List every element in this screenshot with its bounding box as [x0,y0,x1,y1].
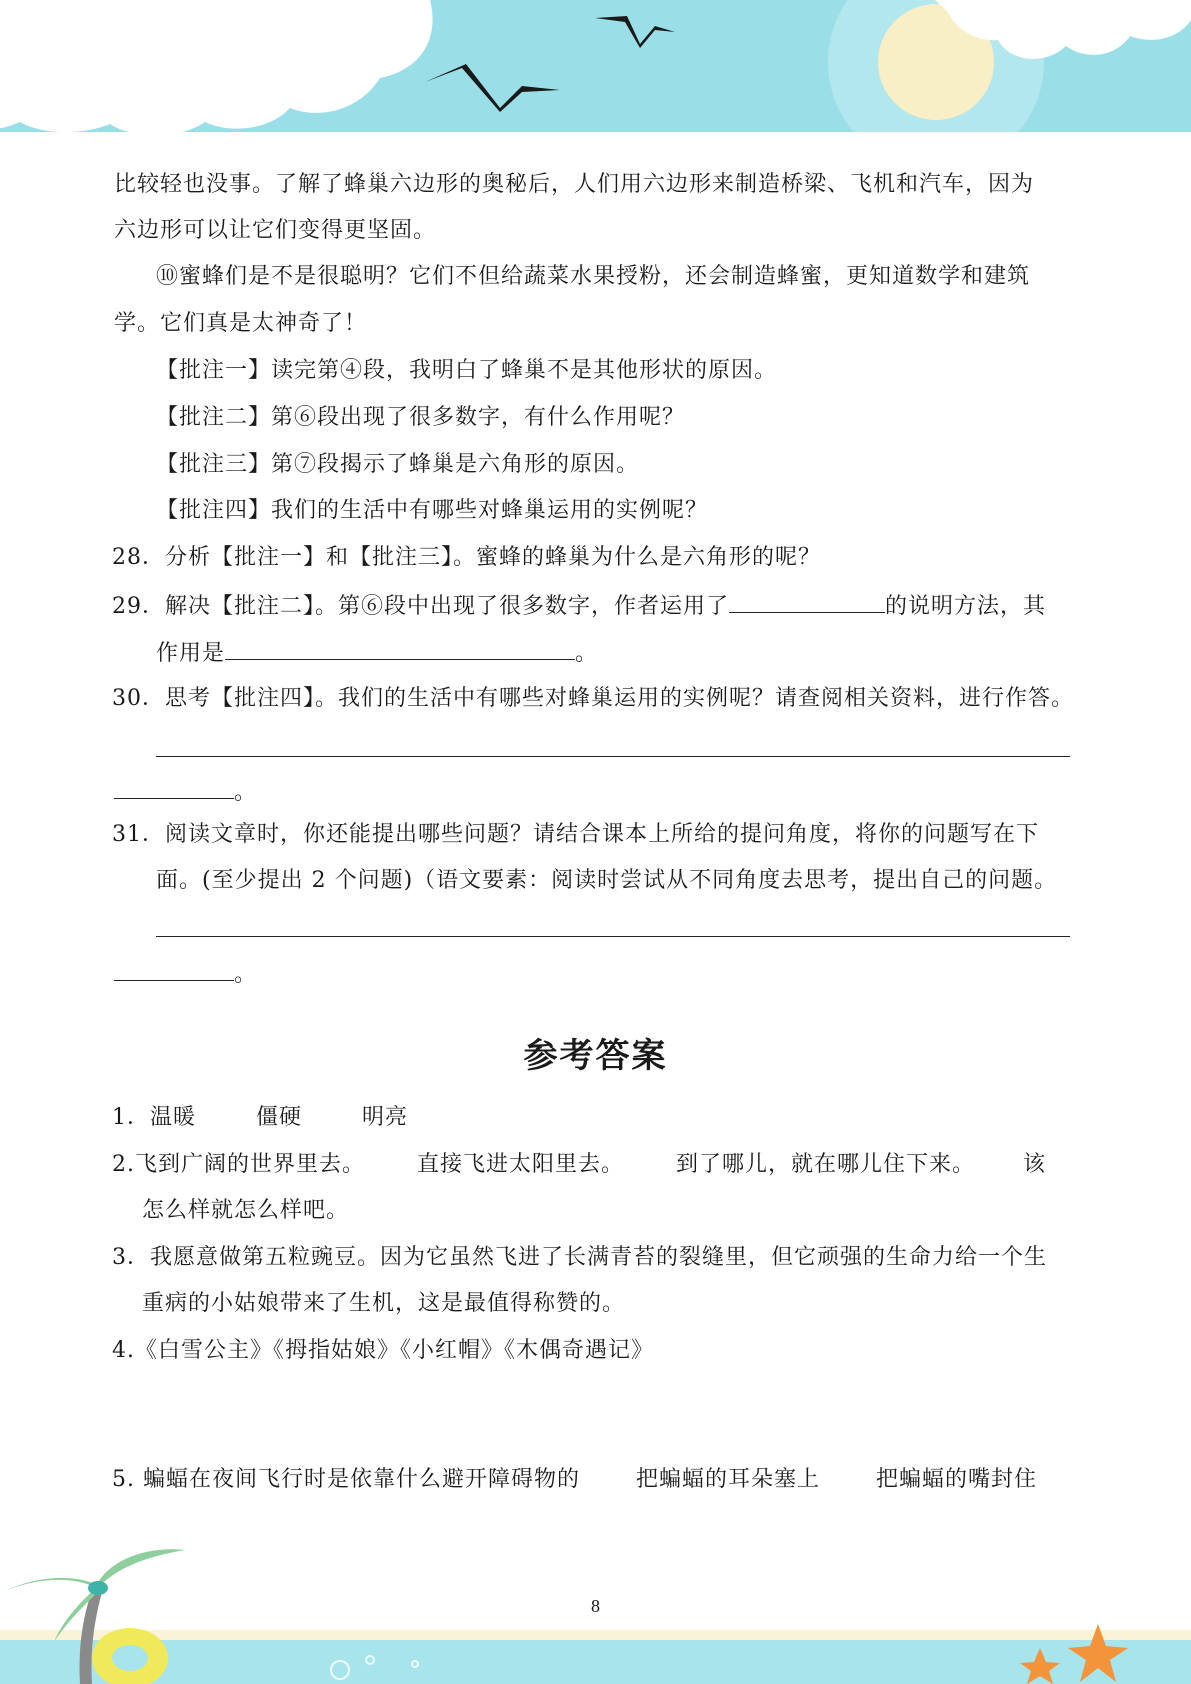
answers-title: 参考答案 [523,1036,668,1076]
annotation-2: 【批注二】第⑥段出现了很多数字，有什么作用呢？ [156,405,686,430]
question-29-text-4: 。 [575,641,599,666]
answer-line-end [114,776,257,808]
question-31-cont: 面。(至少提出 2 个问题)（语文要素：阅读时尝试从不同角度去思考，提出自己的问题。 [156,868,1058,893]
period: 。 [234,780,258,805]
answer-3-cont: 重病的小姑娘带来了生机，这是最值得称赞的。 [142,1291,626,1316]
answer-item: 把蝙蝠的耳朵塞上 [636,1467,821,1492]
answer-line[interactable] [156,936,1070,937]
passage-line: ⑩蜜蜂们是不是很聪明？它们不但给蔬菜水果授粉，还会制造蜂蜜，更知道数学和建筑 [156,264,1031,289]
period: 。 [234,962,258,987]
passage-line: 比较轻也没事。了解了蜂巢六边形的奥秘后，人们用六边形来制造桥梁、飞机和汽车，因为 [114,172,1035,197]
annotation-3: 【批注三】第⑦段揭示了蜂巢是六角形的原因。 [156,452,640,477]
question-29-cont [156,637,598,669]
answer-line-end [114,958,257,990]
answer-item: 明亮 [362,1105,409,1130]
passage-line: 六边形可以让它们变得更坚固。 [114,218,437,243]
answer-5 [112,1465,1037,1495]
passage-line: 学。它们真是太神奇了！ [114,311,368,336]
question-29-text: 29．解决【批注二】。第⑥段中出现了很多数字，作者运用了 [112,594,729,619]
question-31: 31．阅读文章时，你还能提出哪些问题？请结合课本上所给的提问角度，将你的问题写在下 [112,822,1039,847]
answer-number: 1． [112,1105,150,1130]
answer-item: 僵硬 [256,1105,303,1130]
question-29-text-2: 的说明方法，其 [885,594,1047,619]
annotation-4: 【批注四】我们的生活中有哪些对蜂巢运用的实例呢？ [156,498,709,523]
answer-4: 4.《白雪公主》《拇指姑娘》《小红帽》《木偶奇遇记》 [112,1338,654,1363]
page-number: 8 [591,1596,600,1616]
annotation-1: 【批注一】读完第④段，我明白了蜂巢不是其他形状的原因。 [156,358,778,383]
header-sky-banner [0,0,1191,140]
question-28: 28．分析【批注一】和【批注三】。蜜蜂的蜂巢为什么是六角形的呢？ [112,545,821,570]
answer-2 [112,1150,1046,1180]
answer-item: 直接飞进太阳里去。 [417,1152,625,1177]
answer-3: 3．我愿意做第五粒豌豆。因为它虽然飞进了长满青苔的裂缝里，但它顽强的生命力给一个生 [112,1245,1048,1270]
question-29-text-3: 作用是 [156,641,226,666]
answer-blank[interactable] [225,637,575,660]
answer-line[interactable] [156,756,1070,757]
answer-number: 2. [112,1152,135,1177]
answer-item: 到了哪儿，就在哪儿住下来。 [676,1152,976,1177]
question-30: 30．思考【批注四】。我们的生活中有哪些对蜂巢运用的实例呢？请查阅相关资料，进行作答。 [112,686,1074,711]
answer-2-cont: 怎么样就怎么样吧。 [142,1198,350,1223]
answer-blank[interactable] [114,776,234,799]
answer-item: 温暖 [150,1105,197,1130]
answer-item: 飞到广阔的世界里去。 [135,1152,366,1177]
answer-blank[interactable] [114,958,234,981]
answer-item: 该 [1023,1152,1047,1177]
answer-1 [112,1103,408,1133]
answer-item: 把蝙蝠的嘴封住 [876,1467,1038,1492]
question-29 [112,590,1046,622]
answer-blank[interactable] [729,590,885,613]
answer-item: 5. 蝙蝠在夜间飞行时是依靠什么避开障碍物的 [112,1467,580,1492]
footer-beach-banner [0,1530,1191,1684]
